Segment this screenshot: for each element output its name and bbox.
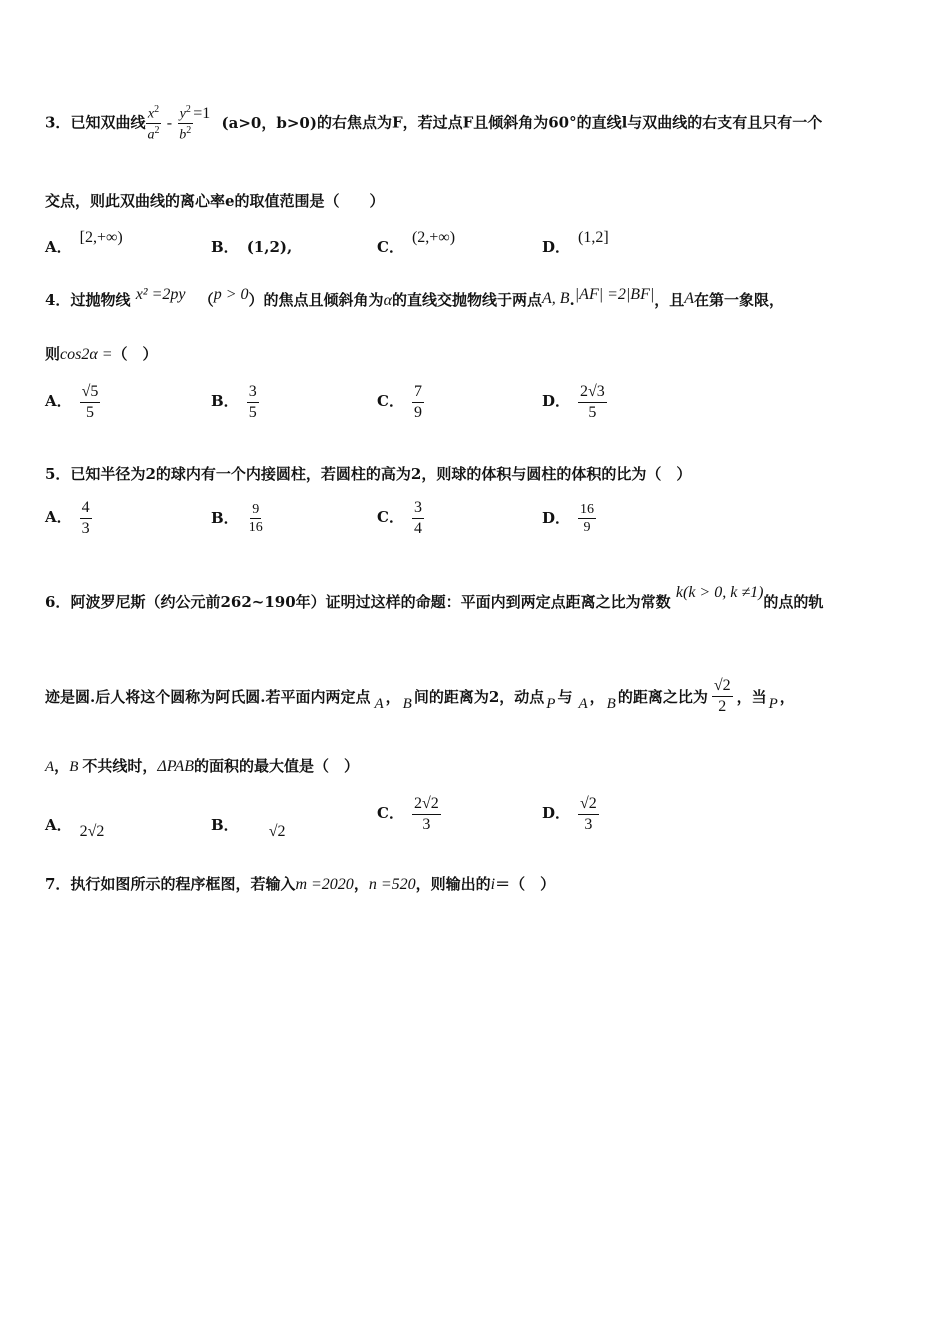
q5-option-a[interactable]: A． $\frac{4}{3}$ (45, 499, 90, 537)
q4-point-a: A (684, 290, 695, 307)
q6-point-b: B (402, 695, 412, 712)
q4-line2: 则cos2α =（ ） (45, 345, 158, 363)
q6-line3: A，B 不共线时，ΔPAB的面积的最大值是（ ） (45, 757, 360, 775)
q3-option-d[interactable]: D．(1,2] (542, 229, 609, 256)
q3-option-a[interactable]: A．[2,+∞) (45, 229, 123, 256)
q4-alpha: α (383, 292, 392, 309)
q4-text3: ，且 (654, 291, 685, 309)
q6-point-p-2: P (768, 695, 778, 712)
q5-option-c[interactable]: C． $\frac{3}{4}$ (377, 499, 422, 537)
q3-line2: 交点，则此双曲线的离心率e的取值范围是（ ） (45, 192, 385, 210)
q6-line2: 迹是圆.后人将这个圆称为阿氏圆.若平面内两定点 A ， B 间的距离为2，动点 P 与 A ， B 的距离之比为 $\frac{√2}{2}$ ，当 P ， (45, 676, 795, 715)
q7-line1: 7．执行如图所示的程序框图，若输入m =2020，n =520，则输出的i＝（ ） (45, 875, 556, 893)
q6-line1 (45, 584, 824, 612)
q5-line1: 5．已知半径为2的球内有一个内接圆柱，若圆柱的高为2，则球的体积与圆柱的体积的比为（ ） (45, 465, 692, 483)
q4-option-c[interactable]: C． $\frac{7}{9}$ (377, 383, 422, 421)
q6-text1: 阿波罗尼斯（约公元前262~190年）证明过这样的命题：平面内到两定点距离之比为常数 (70, 593, 671, 611)
q6-point-b-2: B (606, 695, 616, 712)
q6-triangle: ΔPAB (157, 758, 195, 775)
q6-point-b-3: B (69, 759, 79, 775)
q4-option-a[interactable]: A． $\frac{√5}{5}$ (45, 383, 99, 421)
q6-point-a-2: A (578, 695, 588, 712)
q6-text2: 的点的轨 (763, 593, 824, 611)
q4-text2: 的直线交抛物线于两点 (391, 291, 542, 309)
q4-line1: 4．过抛物线 x² =2py （p > 0）的焦点且倾斜角为α的直线交抛物线于两点A, B.|AF| =2|BF|，且A在第一象限， (45, 286, 785, 309)
q3-eq1: =1 (193, 104, 211, 122)
q4-text4: 在第一象限， (694, 291, 785, 309)
q5-option-d[interactable]: D． $\frac{16}{9}$ (542, 502, 595, 536)
q6-point-p: P (546, 695, 556, 712)
q6-k: k (675, 584, 683, 601)
q4-number: 4． (45, 291, 71, 309)
q7-m-value: m =2020 (295, 876, 354, 893)
q4-text1: 的焦点且倾斜角为 (263, 291, 384, 309)
q6-option-b[interactable]: B． √2 (211, 816, 286, 840)
q3-condition: (a>0，b>0) (221, 113, 317, 132)
q3-prefix: 已知双曲线 (70, 113, 146, 132)
q3-minus: - (166, 114, 173, 132)
q4-points: A, B (541, 290, 570, 307)
q3-frac-y: $\frac{y^2}{b^2}$ (179, 104, 192, 143)
q7-i: i (490, 876, 496, 893)
q6-option-c[interactable]: C． $\frac{2√2}{3}$ (377, 795, 439, 833)
q5-option-b[interactable]: B． $\frac{9}{16}$ (211, 502, 263, 536)
q4-abs-relation: |AF| =2|BF| (574, 286, 655, 303)
q3-frac-x: $\frac{x^2}{a^2}$ (147, 104, 160, 143)
q3-number: 3． (45, 113, 71, 132)
q3-line1 (45, 104, 822, 143)
q4-cos: cos2α = (60, 346, 113, 363)
q4-prefix: 过抛物线 (70, 291, 131, 309)
q6-option-d[interactable]: D． $\frac{√2}{3}$ (542, 795, 597, 833)
q3-option-c[interactable]: C．(2,+∞) (377, 229, 456, 256)
q6-number: 6． (45, 593, 71, 611)
q4-parabola-eq: x² =2py (135, 286, 186, 303)
q3-text1: 的右焦点为F，若过点F且倾斜角为60°的直线l与双曲线的右支有且只有一个 (316, 113, 823, 132)
q4-option-b[interactable]: B． $\frac{3}{5}$ (211, 383, 257, 421)
q4-condition: p > 0 (213, 286, 249, 303)
q6-point-a-3: A (45, 759, 55, 775)
q6-ratio: $\frac{√2}{2}$ (713, 676, 731, 715)
q6-option-a[interactable]: A． 2√2 (45, 816, 105, 840)
q4-option-d[interactable]: D． $\frac{2√3}{5}$ (542, 383, 605, 421)
q3-option-b[interactable]: B． (1,2), (211, 238, 293, 256)
q7-n-value: n =520 (368, 876, 416, 893)
q6-k-condition: (k > 0, k ≠1) (682, 584, 764, 601)
q6-point-a: A (374, 695, 384, 712)
